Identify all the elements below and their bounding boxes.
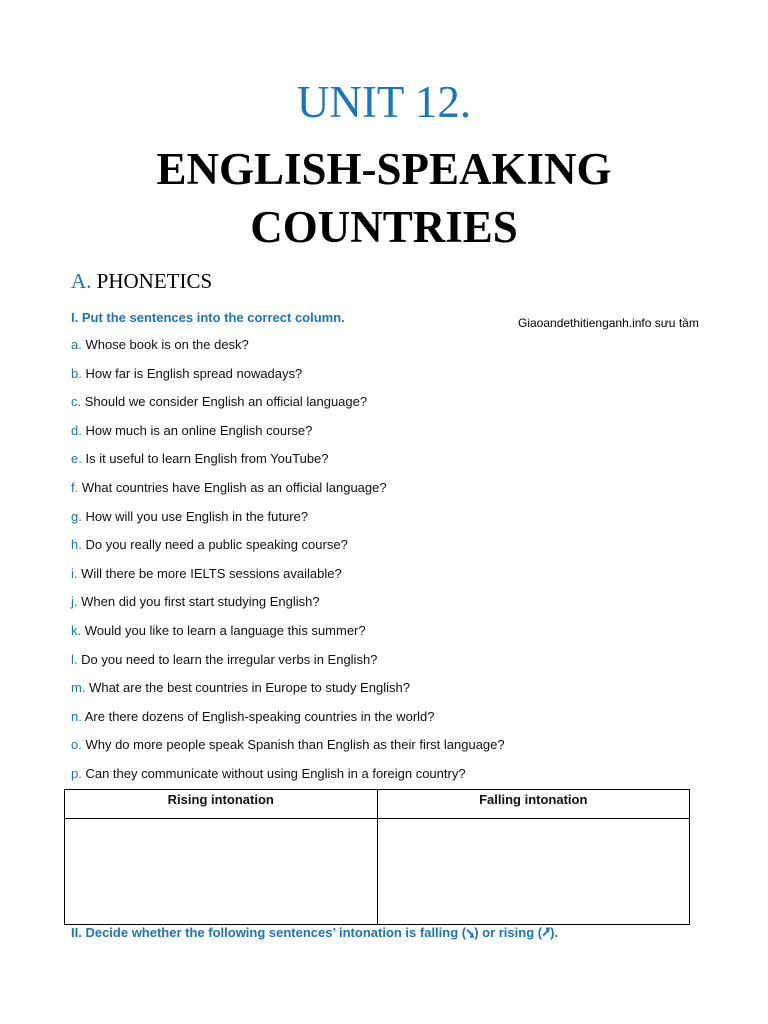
section-letter: A. [71,269,92,293]
sentence-letter: l. [71,651,78,667]
sentence-item [71,593,711,622]
sentence-item [71,565,711,594]
sentence-item [71,622,711,651]
sentence-text: Will there be more IELTS sessions available? [81,565,342,581]
sentence-text: Is it useful to learn English from YouTube? [85,451,329,467]
sentence-letter: j. [71,594,78,610]
page-title [0,140,768,256]
sentence-letter: b. [71,365,82,381]
sentence-text: What countries have English as an official language? [81,479,387,495]
sentence-text: How will you use English in the future? [85,508,309,524]
title-line-2: COUNTRIES [250,202,518,252]
sentence-letter: a. [71,337,82,352]
sentence-item [71,736,711,765]
section-name: PHONETICS [96,269,213,293]
sentence-text: Do you really need a public speaking course? [85,537,348,553]
intonation-table [64,789,690,925]
sentence-letter: d. [71,422,82,438]
sentence-letter: c. [71,394,82,410]
table-header-row [65,790,690,819]
sentence-letter: h. [71,537,82,553]
sentence-text: What are the best countries in Europe to study English? [89,680,410,696]
sentence-text: When did you first start studying English? [81,594,320,610]
exercise-2-instruction: II. Decide whether the following sentences’ intonation is falling (⭸) or rising (⭷). [71,925,559,940]
sentence-item [71,450,711,479]
sentence-letter: o. [71,737,82,753]
title-line-1: ENGLISH-SPEAKING [156,144,612,194]
sentence-letter: m. [71,680,86,696]
sentence-item [71,708,711,737]
sentence-text: Would you like to learn a language this summer? [84,622,366,638]
sentence-item [71,679,711,708]
sentence-text: Whose book is on the desk? [85,337,249,352]
sentence-letter: g. [71,508,82,524]
sentence-item [71,422,711,451]
sentence-item [71,393,711,422]
sentence-text: Should we consider English an official language? [84,394,368,410]
sentence-item [71,651,711,680]
sentence-text: How much is an online English course? [85,422,313,438]
sentence-list [71,336,711,794]
sentence-letter: e. [71,451,82,467]
sentence-item [71,508,711,537]
sentence-text: Can they communicate without using English in a foreign country? [85,765,466,781]
sentence-letter: k. [71,622,82,638]
sentence-text: Do you need to learn the irregular verbs in English? [81,651,378,667]
unit-title: UNIT 12. [296,77,472,127]
column-header-falling: Falling intonation [377,790,690,819]
table-answer-row [65,819,690,925]
sentence-text: Why do more people speak Spanish than English as their first language? [85,737,505,753]
sentence-item [71,365,711,394]
rising-answer-cell[interactable] [65,819,378,925]
sentence-item [71,536,711,565]
falling-answer-cell[interactable] [377,819,690,925]
sentence-item [71,336,711,365]
sentence-letter: f. [71,479,79,495]
source-note: Giaoandethitienganh.info sưu tầm [518,316,699,330]
sentence-letter: i. [71,565,78,581]
section-heading [71,268,212,294]
sentence-text: Are there dozens of English-speaking countries in the world? [84,708,435,724]
sentence-item [71,479,711,508]
sentence-text: How far is English spread nowadays? [85,365,303,381]
sentence-letter: n. [71,708,82,724]
column-header-rising: Rising intonation [65,790,378,819]
exercise-1-instruction: I. Put the sentences into the correct column. [71,310,345,325]
sentence-letter: p. [71,765,82,781]
